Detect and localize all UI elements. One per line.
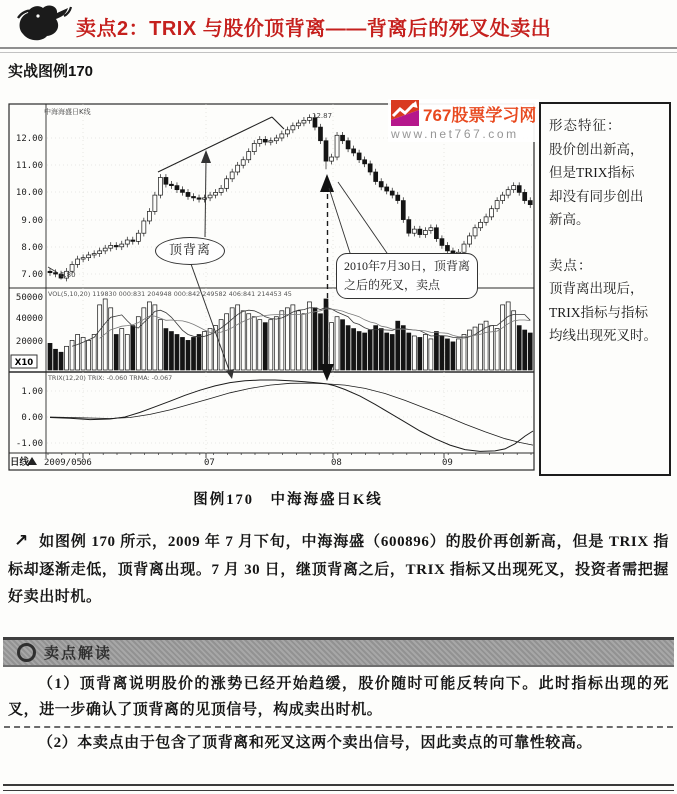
volume-bar — [65, 346, 69, 370]
candle-body — [523, 192, 527, 200]
volume-bar — [462, 334, 466, 370]
candle-body — [307, 118, 311, 121]
volume-bar — [70, 340, 74, 370]
candle-body — [368, 164, 372, 172]
sidebar-line: 新高。 — [549, 212, 590, 227]
volume-bar — [506, 302, 510, 370]
volume-bar — [247, 314, 251, 370]
candle-body — [219, 188, 223, 192]
volume-bar — [48, 343, 52, 370]
sidebar-line: 却没有同步创出 — [549, 188, 644, 204]
volume-bar — [158, 320, 162, 370]
candle-body — [490, 209, 494, 217]
candle-body — [495, 201, 499, 209]
divergence-oval-label: 顶背离 — [155, 237, 225, 265]
candle-body — [280, 134, 284, 138]
volume-bar — [175, 334, 179, 370]
volume-bar — [335, 317, 339, 370]
candle-body — [296, 123, 300, 126]
bull-logo-icon — [14, 2, 72, 44]
month-axis-label: 2009/05 — [44, 458, 82, 468]
volume-bar — [258, 320, 262, 370]
section-header-bar — [3, 637, 674, 667]
volume-bar — [385, 333, 389, 370]
candle-body — [114, 245, 118, 246]
point-paragraph-2: （2）本卖点由于包含了顶背离和死叉这两个卖出信号，因此卖点的可靠性较高。 — [38, 735, 593, 751]
volume-bar — [374, 326, 378, 370]
volume-bar — [307, 302, 311, 370]
volume-bar — [180, 337, 184, 370]
arrow-icon: ↗ — [14, 531, 29, 551]
volume-axis-label: 50000 — [15, 293, 43, 303]
candle-body — [379, 182, 383, 187]
volume-bar — [451, 342, 455, 370]
candle-body — [274, 138, 278, 141]
volume-bar — [131, 326, 135, 370]
candle-body — [241, 160, 245, 165]
body-paragraph — [8, 528, 669, 612]
candle-body — [407, 220, 411, 234]
volume-bar — [412, 336, 416, 370]
candle-body — [164, 177, 168, 184]
candle-body — [291, 126, 295, 130]
candle-body — [352, 149, 356, 153]
candle-body — [225, 179, 229, 189]
candle-body — [506, 190, 510, 195]
candle-body — [501, 195, 505, 200]
candle-body — [462, 244, 466, 252]
candle-body — [230, 172, 234, 179]
volume-bar — [76, 334, 80, 370]
volume-bar — [341, 320, 345, 370]
watermark-site-url: www.net767.com — [391, 127, 519, 141]
volume-bar — [92, 334, 96, 370]
candle-body — [330, 157, 334, 161]
candle-body — [440, 239, 444, 246]
volume-bar — [440, 336, 444, 370]
volume-bar — [456, 339, 460, 370]
candle-body — [54, 273, 58, 274]
candle-body — [103, 248, 107, 251]
page-header — [0, 0, 677, 56]
volume-bar — [418, 337, 422, 370]
month-axis-label: 06 — [81, 458, 92, 468]
candle-body — [346, 141, 350, 149]
candle-body — [473, 228, 477, 236]
candle-body — [175, 186, 179, 190]
volume-bar — [136, 317, 140, 370]
volume-bar — [517, 326, 521, 370]
low-price-label: 6.80 — [60, 271, 76, 279]
candle-body — [363, 160, 367, 164]
candle-body — [324, 141, 328, 161]
candle-body — [158, 177, 162, 195]
candle-body — [423, 230, 427, 234]
sidebar-line: 顶背离出现后， — [549, 281, 644, 296]
price-axis-label: 9.00 — [21, 216, 43, 226]
candle-body — [517, 186, 521, 193]
candle-body — [335, 135, 339, 157]
candle-body — [142, 221, 146, 233]
sell-callout-box: 2010年7月30日，顶背离之后的死叉，卖点 — [336, 253, 478, 299]
volume-bar — [495, 329, 499, 370]
candle-body — [479, 222, 483, 227]
sidebar-notes — [539, 102, 671, 476]
candle-body — [125, 240, 129, 244]
volume-bar — [528, 333, 532, 370]
volume-bar — [313, 308, 317, 370]
candle-body — [512, 186, 516, 190]
volume-bar — [501, 305, 505, 370]
figure-caption: 图例170 中海海盛日K线 — [193, 492, 383, 508]
volume-bar — [87, 340, 91, 370]
candle-body — [131, 240, 135, 241]
sidebar-line: 均线出现死叉时。 — [549, 328, 657, 343]
candle-body — [153, 195, 157, 211]
dotted-separator — [4, 726, 673, 728]
volume-bar — [203, 332, 207, 370]
volume-bar — [252, 317, 256, 370]
trix-axis-label: 1.00 — [21, 387, 43, 397]
watermark — [388, 99, 539, 142]
section-header-title: 卖点解读 — [44, 645, 113, 662]
candle-body — [147, 211, 151, 221]
candle-body — [258, 139, 262, 143]
page-title: 卖点2：TRIX 与股价顶背离——背离后的死叉处卖出 — [76, 18, 552, 40]
candle-body — [87, 255, 91, 258]
candle-body — [197, 198, 201, 199]
price-axis-label: 10.00 — [15, 188, 43, 198]
sidebar-section-title: 形态特征： — [549, 118, 622, 133]
volume-bar — [434, 332, 438, 370]
candle-body — [412, 229, 416, 233]
ring-icon — [17, 643, 36, 662]
price-axis-label: 12.00 — [15, 134, 43, 144]
volume-multiplier-label: X10 — [14, 358, 34, 368]
candle-body — [136, 233, 140, 241]
watermark-site-name: 767股票学习网 — [423, 105, 537, 125]
watermark-logo-icon — [391, 100, 419, 126]
example-label: 实战图例170 — [8, 63, 94, 80]
volume-bar — [318, 314, 322, 370]
volume-axis-label: 40000 — [15, 314, 43, 324]
candle-body — [318, 127, 322, 141]
volume-bar — [429, 339, 433, 370]
candle-body — [180, 190, 184, 193]
price-axis-label: 8.00 — [21, 243, 43, 253]
volume-bar — [142, 308, 146, 370]
volume-axis-label: 20000 — [15, 337, 43, 347]
candle-body — [247, 152, 251, 160]
volume-bar — [230, 308, 234, 370]
volume-bar — [197, 334, 201, 370]
trix-info-text: TRIX(12,20) TRIX: -0.060 TRMA: -0.067 — [48, 374, 173, 382]
volume-bar — [352, 329, 356, 370]
volume-bar — [390, 334, 394, 370]
trix-axis-label: 0.00 — [21, 413, 43, 423]
volume-bar — [368, 330, 372, 370]
volume-bar — [445, 339, 449, 370]
candle-body — [341, 135, 345, 140]
candle-body — [528, 201, 532, 205]
volume-bar — [401, 326, 405, 370]
candle-body — [236, 165, 240, 172]
volume-bar — [120, 329, 124, 370]
volume-bar — [169, 332, 173, 370]
sidebar-line: 但是TRIX指标 — [549, 165, 635, 180]
candle-body — [120, 244, 124, 247]
point-paragraph-1: （1）顶背离说明股价的涨势已经开始趋缓，股价随时可能反转向下。此时指标出现的死叉，进一步确认了顶背离的见顶信号，构成卖出时机。 — [8, 676, 669, 718]
candle-body — [468, 236, 472, 244]
candle-body — [92, 254, 96, 255]
candle-body — [302, 120, 306, 123]
volume-info-text: VOL(5,10,20) 119830 000:831 204948 000:842 249582 406:841 214453 45 — [48, 290, 292, 298]
month-axis-label: 08 — [331, 458, 342, 468]
candle-body — [186, 192, 190, 196]
candle-body — [484, 217, 488, 222]
volume-bar — [296, 311, 300, 370]
candle-body — [401, 201, 405, 220]
sidebar-section-sellpoint — [549, 254, 661, 348]
volume-bar — [363, 333, 367, 370]
title-divider — [0, 47, 677, 53]
volume-bar — [147, 302, 151, 370]
candle-body — [357, 153, 361, 160]
volume-bar — [241, 311, 245, 370]
candle-body — [418, 229, 422, 234]
volume-bar — [379, 329, 383, 370]
volume-bar — [285, 308, 289, 370]
candle-body — [169, 184, 173, 185]
candle-body — [445, 245, 449, 250]
volume-bar — [523, 330, 527, 370]
sidebar-line: TRIX指标与指标 — [549, 304, 648, 320]
candle-body — [385, 187, 389, 191]
bottom-double-rule — [3, 784, 674, 791]
candle-body — [396, 195, 400, 200]
candle-body — [192, 196, 196, 197]
candle-body — [109, 245, 113, 248]
volume-bar — [407, 333, 411, 370]
periodicity-label: 日线 — [10, 457, 30, 468]
trix-axis-label: -1.00 — [15, 439, 43, 449]
volume-bar — [54, 349, 58, 370]
price-axis-label: 7.00 — [21, 270, 43, 280]
candle-body — [374, 172, 378, 182]
volume-bar — [280, 311, 284, 370]
body-paragraph-text: 如图例 170 所示，2009 年 7 月下旬，中海海盛（600896）的股价再创新高，但是 TRIX 指标却逐渐走低，顶背离出现。7 月 30 日，继顶背离之后，TRIX 指标又出现死叉，投资者需把握好卖出时机。 — [8, 534, 669, 605]
volume-bar — [423, 334, 427, 370]
volume-bar — [59, 352, 63, 370]
volume-bar — [192, 337, 196, 370]
volume-bar — [103, 299, 107, 370]
month-axis-label: 07 — [204, 458, 215, 468]
month-axis-label: 09 — [442, 458, 453, 468]
candle-body — [390, 191, 394, 195]
volume-bar — [269, 320, 273, 370]
candle-body — [214, 192, 218, 195]
candle-body — [208, 195, 212, 198]
volume-bar — [274, 317, 278, 370]
candle-body — [434, 228, 438, 239]
volume-bar — [153, 305, 157, 370]
volume-bar — [164, 329, 168, 370]
volume-bar — [114, 334, 118, 370]
candle-body — [263, 139, 267, 142]
volume-bar — [512, 311, 516, 370]
candle-body — [429, 228, 433, 231]
peak-price-label: 12.87 — [312, 112, 333, 120]
price-axis-label: 11.00 — [15, 161, 43, 171]
volume-bar — [330, 323, 334, 370]
candle-body — [76, 259, 80, 264]
candle-body — [81, 258, 85, 259]
volume-bar — [357, 332, 361, 370]
sidebar-section-title: 卖点： — [549, 257, 593, 273]
volume-bar — [186, 340, 190, 370]
volume-bar — [263, 323, 267, 370]
candle-body — [48, 271, 52, 272]
candle-body — [269, 141, 273, 142]
sidebar-section-pattern — [549, 114, 661, 232]
volume-bar — [125, 334, 129, 370]
sidebar-line: 股价创出新高， — [549, 141, 644, 157]
candle-body — [252, 143, 256, 151]
volume-bar — [346, 326, 350, 370]
volume-bar — [302, 314, 306, 370]
candle-body — [285, 130, 289, 134]
kline-title: 中海海盛日K线 — [44, 108, 91, 116]
candle-body — [98, 251, 102, 254]
